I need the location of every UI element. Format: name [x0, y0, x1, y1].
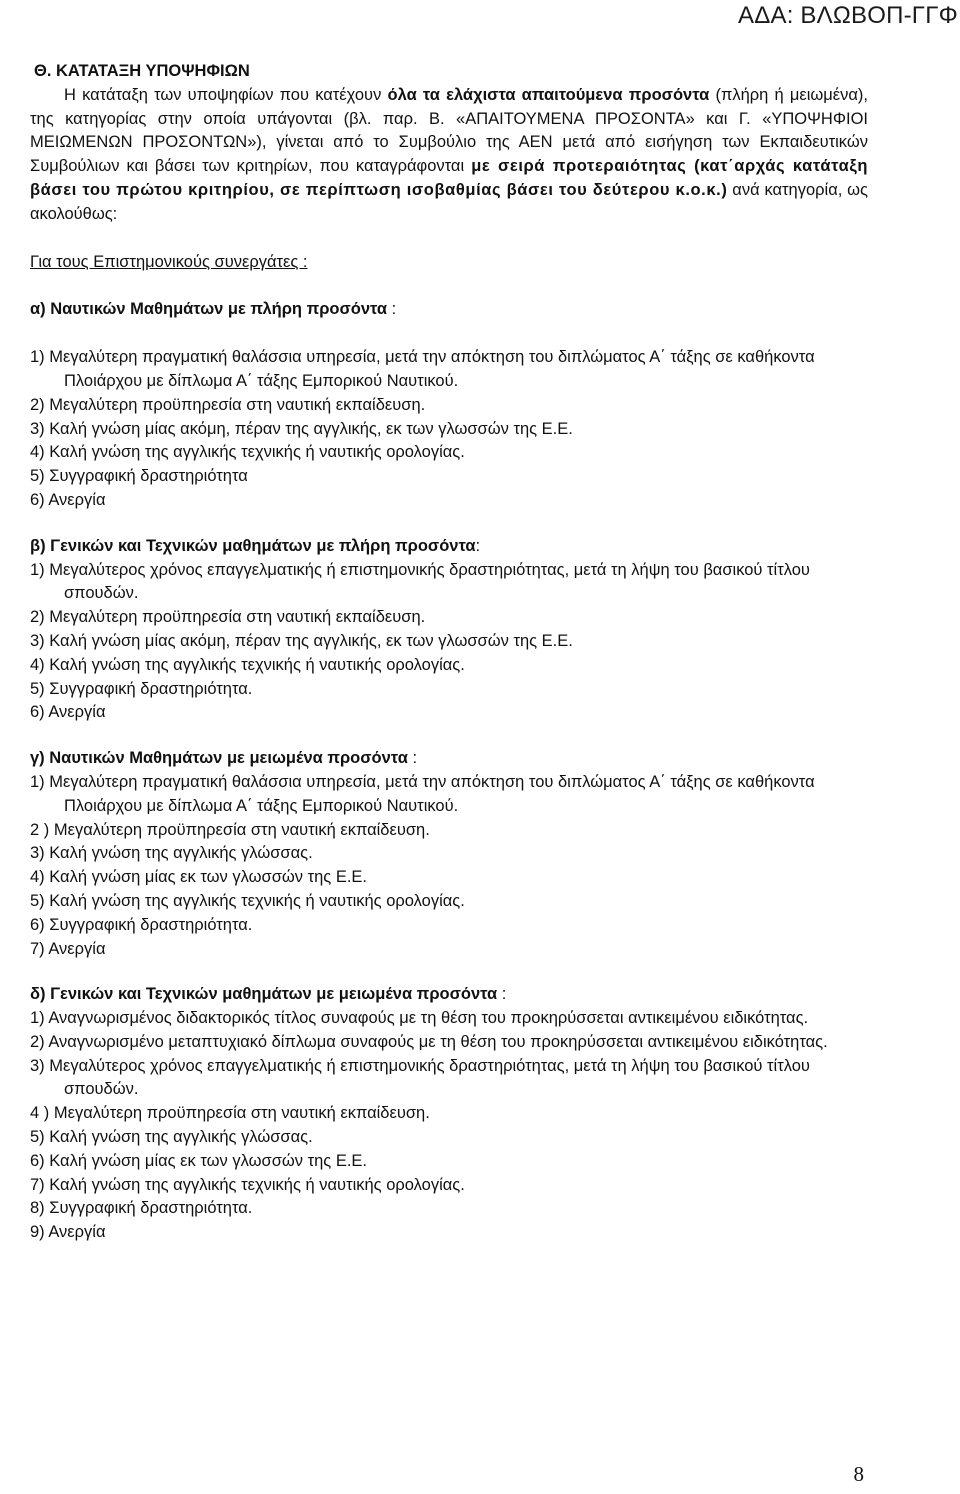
list-item: 4) Καλή γνώση της αγγλικής τεχνικής ή ναυτικής ορολογίας.	[30, 655, 465, 674]
list-item: 5) Καλή γνώση της αγγλικής γλώσσας.	[30, 1128, 313, 1147]
list-item: 9) Ανεργία	[30, 1223, 106, 1242]
document-body	[30, 60, 868, 1245]
category-heading-suffix: :	[387, 300, 397, 319]
list-item: 4 ) Μεγαλύτερη προϋπηρεσία στη ναυτική εκπαίδευση.	[30, 1104, 430, 1123]
intro-part-a: Η κατάταξη των υποψηφίων που κατέχουν	[64, 85, 388, 104]
section-title: Θ. ΚΑΤΑΤΑΞΗ ΥΠΟΨΗΦΙΩΝ	[34, 62, 250, 80]
list-item: 5) Συγγραφική δραστηριότητα.	[30, 679, 253, 698]
list-item: 4) Καλή γνώση της αγγλικής τεχνικής ή ναυτικής ορολογίας.	[30, 443, 465, 462]
list-item: 3) Καλή γνώση μίας ακόμη, πέραν της αγγλικής, εκ των γλωσσών της Ε.Ε.	[30, 631, 573, 650]
intro-part-e: ανά κατηγορία, ως ακολούθως:	[30, 180, 868, 223]
list-item: 1) Αναγνωρισμένος διδακτορικός τίτλος συναφούς με τη θέση του προκηρύσσεται αντικειμένου ειδικότητας.	[30, 1009, 809, 1028]
category-heading-suffix: :	[475, 536, 481, 555]
list-item: 8) Συγγραφική δραστηριότητα.	[30, 1199, 253, 1218]
category-heading-text: β) Γενικών και Τεχνικών μαθημάτων με πλήρη προσόντα	[30, 536, 476, 555]
list-item: 7) Καλή γνώση της αγγλικής τεχνικής ή ναυτικής ορολογίας.	[30, 1175, 465, 1194]
list-item: 6) Καλή γνώση μίας εκ των γλωσσών της Ε.Ε.	[30, 1151, 368, 1170]
subheading: Για τους Επιστημονικούς συνεργάτες :	[30, 252, 308, 271]
list-item: 4) Καλή γνώση μίας εκ των γλωσσών της Ε.Ε.	[30, 868, 368, 887]
category-heading-d	[30, 983, 868, 1007]
list-item: 2) Μεγαλύτερη προϋπηρεσία στη ναυτική εκπαίδευση.	[30, 608, 426, 627]
list-item: 5) Συγγραφική δραστηριότητα	[30, 467, 248, 486]
category-heading-suffix: :	[497, 985, 507, 1004]
list-item: 3) Μεγαλύτερος χρόνος επαγγελματικής ή επιστημονικής δραστηριότητας, μετά τη λήψη του βασικού τίτλου σπουδών.	[30, 1056, 810, 1099]
list-item: 6) Συγγραφική δραστηριότητα.	[30, 915, 253, 934]
list-item: 1) Μεγαλύτερος χρόνος επαγγελματικής ή επιστημονικής δραστηριότητας, μετά τη λήψη του βασικού τίτλου σπουδών.	[30, 560, 810, 603]
category-heading-b	[30, 535, 868, 559]
category-heading-text: γ) Ναυτικών Μαθημάτων με μειωμένα προσόντα	[30, 749, 408, 768]
section-intro	[30, 84, 868, 227]
list-item: 6) Ανεργία	[30, 703, 106, 722]
list-item: 7) Ανεργία	[30, 939, 106, 958]
intro-part-b: όλα τα ελάχιστα απαιτούμενα προσόντα	[387, 85, 710, 104]
list-item: 1) Μεγαλύτερη πραγματική θαλάσσια υπηρεσία, μετά την απόκτηση του διπλώματος Α΄ τάξης σε καθήκοντα Πλοιάρχου με δίπλωμα Α΄ τάξης Εμπορικού Ναυτικού.	[30, 348, 815, 390]
list-item: 3) Καλή γνώση της αγγλικής γλώσσας.	[30, 844, 313, 863]
ada-code: ΑΔΑ: ΒΛΩΒΟΠ-ΓΓΦ	[738, 2, 958, 29]
list-item: 2 ) Μεγαλύτερη προϋπηρεσία στη ναυτική εκπαίδευση.	[30, 820, 430, 839]
list-item: 3) Καλή γνώση μίας ακόμη, πέραν της αγγλικής, εκ των γλωσσών της Ε.Ε.	[30, 419, 573, 438]
list-item: 2) Αναγνωρισμένο μεταπτυχιακό δίπλωμα συναφούς με τη θέση του προκηρύσσεται αντικειμένου ειδικότητας.	[30, 1032, 828, 1051]
list-item: 2) Μεγαλύτερη προϋπηρεσία στη ναυτική εκπαίδευση.	[30, 395, 426, 414]
list-item: 1) Μεγαλύτερη πραγματική θαλάσσια υπηρεσία, μετά την απόκτηση του διπλώματος Α΄ τάξης σε καθήκοντα Πλοιάρχου με δίπλωμα Α΄ τάξης Εμπορικού Ναυτικού.	[30, 772, 815, 815]
category-heading-c	[30, 747, 868, 771]
category-heading-a	[30, 298, 868, 322]
category-heading-text: α) Ναυτικών Μαθημάτων με πλήρη προσόντα	[30, 300, 388, 319]
page-number: 8	[853, 1462, 864, 1486]
category-heading-suffix: :	[407, 749, 418, 768]
list-item: 6) Ανεργία	[30, 490, 106, 509]
intro-part-c: (πλήρη ή μειωμένα), της κατηγορίας στην οποία υπάγονται (βλ. παρ. Β. «ΑΠΑΙΤΟΥΜΕΝΑ ΠΡΟΣΟΝΤΑ» και Γ. «ΥΠΟΨΗΦΙΟΙ ΜΕΙΩΜΕΝΩΝ ΠΡΟΣΟΝΤΩΝ»), γίνεται από το Συμβούλιο της ΑΕΝ μετά από εισήγηση των Εκπαιδευτικών Συμβούλιων και βάσει των κριτηρίων, που καταγράφονται	[30, 85, 869, 176]
list-item: 5) Καλή γνώση της αγγλικής τεχνικής ή ναυτικής ορολογίας.	[30, 891, 465, 910]
intro-part-d: με σειρά προτεραιότητας (κατ΄αρχάς κατάταξη βάσει του πρώτου κριτηρίου, σε περίπτωση ισοβαθμίας βάσει του δεύτερου κ.ο.κ.)	[30, 157, 868, 199]
category-heading-text: δ) Γενικών και Τεχνικών μαθημάτων με μειωμένα προσόντα	[30, 985, 498, 1004]
